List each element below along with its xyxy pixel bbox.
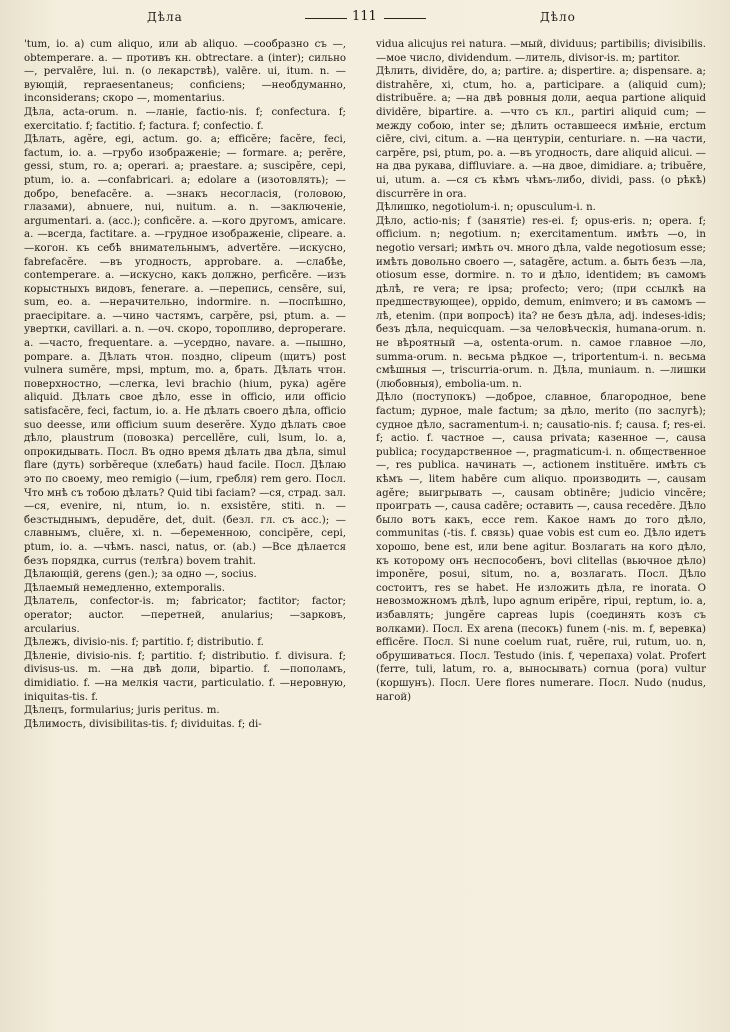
dictionary-entry: Дѣло, actio-nis; f (занятіе) res-ei. f; opus-eris. n; opera. f; officium. n; negotium. n; exercitamentum. имѣть —о, in negotio versari; имѣть оч. много дѣла, valde negotiosum esse; имѣть довольно своего —, satagĕre, actum. a. быть безъ —ла, otiosum esse, dormire. n. то и дѣло, identidem; въ самомъ дѣлѣ, re vera; re ipsa; profecto; vero; (при ссылкѣ на предшествующее), oppido, demum, enimvero; и въ самомъ —лѣ, etenim. (при вопросѣ) ita? не безъ дѣла, adj. indeses-idis; безъ дѣла, nequicquam. —за человѣческія, humana-orum. n. не вѣроятный —а, ostenta-orum. n. самое главное —ло, summa-orum. n. весьма рѣдкое —, triportentum-i. n. весьма смѣшныя —, triscurria-orum. n. Дѣла, muniaum. n. —лишки (любовныя), embolia-um. n. xyxy=(376,215,706,390)
dictionary-entry: Дѣлимость, divisibilitas-tis. f; dividuitas. f; di- xyxy=(24,718,262,730)
header-right-word: Дѣло xyxy=(540,10,576,24)
dictionary-entry: 'tum, io. a) cum aliquo, или ab aliquo. —сообразно съ —, obtemperare. a. — противъ кн. obtrectare. a (inter); сильно —, pervalēre, lui. n. (о лекарствѣ), valēre. ui, itum. n. —вующій, repraesentaneus; conficiens; —необдуманно, inconsiderans; скоро —, momentarius. xyxy=(24,39,346,105)
dictionary-entry: Дѣлецъ, formularius; juris peritus. m. xyxy=(24,705,220,717)
left-column xyxy=(24,38,346,1028)
header-left-word: Дѣла xyxy=(147,10,183,24)
dictionary-entry: Дѣлатель, confector-is. m; fabricator; factitor; factor; operator; auctor. —перетней, anularius; —зарковъ, arcularius. xyxy=(24,596,346,635)
dictionary-entry: Дѣлаемый немедленно, extemporalis. xyxy=(24,582,225,594)
dictionary-entry: Дѣлишко, negotiolum-i. n; opusculum-i. n. xyxy=(376,202,596,214)
dictionary-entry: Дѣла, acta-orum. n. —ланіе, factio-nis. f; confectura. f; exercitatio. f; factitio. f; factura. f; confectio. f. xyxy=(24,106,346,132)
header-rule-left xyxy=(305,18,347,19)
dictionary-entry: Дѣленіе, divisio-nis. f; partitio. f; distributio. f. divisura. f; divisus-us. m. —на двѣ доли, bipartio. f. —пополамъ, dimidiatio. f. —на мелкія части, particulatio. f. —неровную, iniquitas-tis. f. xyxy=(24,650,346,703)
dictionary-entry: Дѣло (поступокъ) —доброе, славное, благородное, bene factum; дурное, male factum; за дѣло, merito (по заслугѣ); судное дѣло, sacramentum-i. n; causatio-nis. f; causa. f; res-ei. f; actio. f. частное —, causa privata; казенное —, causa publica; государственное —, pragmaticum-i. n. общественное —, res publica. начинать —, actionem instituĕre. имѣть съ кѣмъ —, litem habēre cum aliquo. производить —, causam agĕre; выигрывать —, causam obtinēre; judicio vincĕre; проиграть —, causa cadĕre; оставить —, causa recedĕre. Дѣло было вотъ какъ, ecce rem. Какое намъ до того дѣло, communitas (-tis. f. связь) quae vobis est cum eo. Дѣло идетъ хорошо, bene est, или bene agitur. Возлагать на кого дѣло, къ которому онъ неспособенъ, bovi clitellas (вьючное дѣло) imponĕre, posui, situm, no. a, возлагать. Посл. Дѣло состоитъ, res se habet. Не изложить дѣла, re inorata. О невозможномъ дѣлѣ, lupo agnum eripĕre, ripui, reptum, io. a, избавлять; jungĕre capreas lupis (соединять козъ съ волками). Посл. Ex arena (песокъ) funem (-nis. m. f, веревка) efficĕre. Посл. Si nune coelum ruat, ruĕre, rui, rutum, uo. n, обрушиваться. Посл. Testudo (inis. f, черепаха) volat. Profert (ferre, tuli, latum, ro. a, выносывать) cornua (рога) vultur (коршунъ). Посл. Uere flores numerare. Посл. Nudo (nudus, нагой) xyxy=(376,392,706,703)
dictionary-entry: Дѣлить, dividĕre, do, a; partire. a; dispertire. a; dispensare. a; distrahĕre, xi, ctum, ho. a, participare. a (aliquid cum); distribuĕre. a; —на двѣ ровныя доли, aequa partione aliquid dividĕre, bipartire. a. —что съ кл., partiri aliquid cum; —между собою, inter se; дѣлить оставшееся имѣніе, erctum ciēre, civi, citum. a. —на центуріи, centuriare. n. —на части, carpĕre, psi, ptum, po. a. —въ угодность, dare aliquid alicui. —на два рукава, diffluviare. a. —на двое, dimidiare. a; tribuĕre, ui, utum. a. —ся съ кѣмъ чѣмъ-либо, dividi, pass. (о рѣкѣ) discurrĕre in ora. xyxy=(376,66,706,200)
dictionary-entry: Дѣлежъ, divisio-nis. f; partitio. f; distributio. f. xyxy=(24,637,264,649)
header-rule-right xyxy=(384,18,426,19)
running-header xyxy=(0,8,730,28)
page-number: 111 xyxy=(352,9,377,24)
right-column xyxy=(376,38,706,1028)
dictionary-entry: Дѣлать, agĕre, egi, actum. go. a; efficĕre; facĕre, feci, factum, io. a. —грубо изображеніе; — formare. a; perĕre, gessi, stum, ro. a; operari. a; praestare. a; suscipĕre, cepi, ptum, io. a. —confabricari. a; edolare a (изотовлять); —добро, benefacĕre. a. —знакъ несогласія, (головою, глазами), abnuere, nui, nuitum. a. n. —заключеніе, argumentari. a. (acc.); conficĕre. a. —кого другомъ, amicare. a. —всегда, factitare. a. —грудное изображеніе, clipeare. a. —когон. къ себѣ внимательнымъ, advertĕre. —искусно, fabrefacĕre. —въ угодность, approbare. a. —слабѣе, contemperare. a. —искусно, какъ должно, perficĕre. —изъ корыстныхъ видовъ, fenerare. a. —перепись, censēre, sui, sum, eo. a. —нерачительно, indormire. n. —поспѣшно, praecipitare. a. —чино частямъ, carpĕre, psi, ptum. a. —увертки, cavillari. a. n. —оч. скоро, торопливо, deproperare. a. —часто, frequentare. a. —усердно, navare. a. —пышно, pompare. a. Дѣлать чтон. поздно, clipeum (щитъ) post vulnera sumĕre, mpsi, mptum, mo. a, брать. Дѣлать чтон. поверхностно, —слегка, levi brachio (hium, рука) agĕre aliquid. Дѣлать свое дѣло, esse in officio, или officio satisfacĕre, feci, factum, io. a. Не дѣлать своего дѣла, officio suo deesse, или officium suum deserĕre. Худо дѣлать свое дѣло, plaustrum (повозка) percellĕre, culi, lsum, lo. a, опрокидывать. Посл. Въ одно время дѣлать два дѣла, simul flare (дуть) sorbĕreque (хлебать) haud facile. Посл. Дѣлаю это по своему, meo remigio (—ium, гребля) rem gero. Посл. Что мнѣ съ тобою дѣлать? Quid tibi faciam? —ся, страд. зал. —ся, evenire, ni, ntum, io. n. exsistĕre, stiti. n. —безстыднымъ, depudĕre, det, duit. (безл. гл. съ acc.); —славнымъ, cluĕre, xi. n. —беременною, concipĕre, cepi, ptum, io. a. —чѣмъ. nasci, natus, or. (ab.) —Все дѣлается безъ порядка, currus (телѣга) bovem trahit. xyxy=(24,134,346,567)
dictionary-entry: Дѣлающій, gerens (gen.); за одно —, socius. xyxy=(24,569,257,581)
dictionary-entry: vidua alicujus rei natura. —мый, dividuus; partibilis; divisibilis. —мое число, dividendum. —литель, divisor-is. m; partitor. xyxy=(376,39,706,64)
